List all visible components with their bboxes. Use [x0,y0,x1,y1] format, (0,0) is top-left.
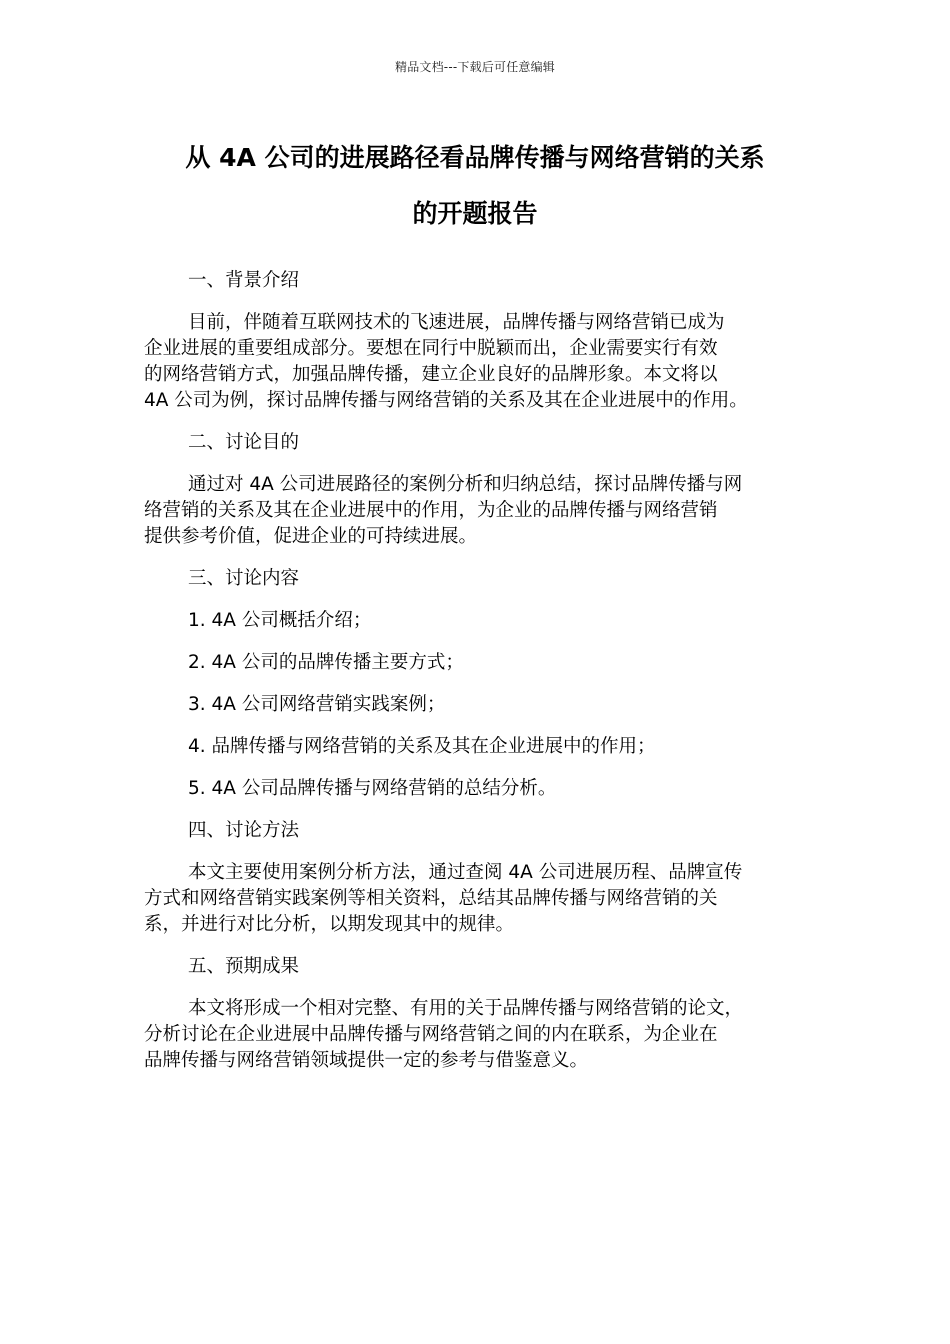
paragraph-line: 目前，伴随着互联网技术的飞速进展，品牌传播与网络营销已成为 [188,312,725,333]
paragraph-line: 本文主要使用案例分析方法，通过查阅 4A 公司进展历程、品牌宣传 [188,862,743,883]
paragraph-line: 分析讨论在企业进展中品牌传播与网络营销之间的内在联系，为企业在 [144,1024,718,1045]
paragraph-line: 品牌传播与网络营销领域提供一定的参考与借鉴意义。 [144,1050,589,1071]
paragraph-purpose [144,472,810,550]
section-heading-method: 四、讨论方法 [188,820,300,841]
paragraph-background [144,310,810,414]
section-heading-purpose: 二、讨论目的 [188,432,300,453]
paragraph-line: 本文将形成一个相对完整、有用的关于品牌传播与网络营销的论文， [188,998,744,1019]
paragraph-method [144,860,810,938]
paragraph-line: 系，并进行对比分析，以期发现其中的规律。 [144,914,515,935]
paragraph-line: 络营销的关系及其在企业进展中的作用，为企业的品牌传播与网络营销 [144,500,718,521]
title-line-2: 的开题报告 [412,199,538,228]
paragraph-line: 的网络营销方式，加强品牌传播，建立企业良好的品牌形象。本文将以 [144,364,718,385]
paragraph-line: 提供参考价值，促进企业的可持续进展。 [144,526,478,547]
paragraph-outcome [144,996,810,1074]
paragraph-line: 企业进展的重要组成部分。要想在同行中脱颖而出，企业需要实行有效 [144,338,718,359]
list-item: 2. 4A 公司的品牌传播主要方式； [188,652,464,673]
paragraph-line: 方式和网络营销实践案例等相关资料，总结其品牌传播与网络营销的关 [144,888,718,909]
list-item: 4. 品牌传播与网络营销的关系及其在企业进展中的作用； [188,736,656,757]
section-heading-background: 一、背景介绍 [188,270,300,291]
document-title [100,130,850,242]
section-heading-content: 三、讨论内容 [188,568,300,589]
title-line-1: 从 4A 公司的进展路径看品牌传播与网络营销的关系 [185,143,765,172]
list-item: 5. 4A 公司品牌传播与网络营销的总结分析。 [188,778,557,799]
section-heading-outcome: 五、预期成果 [188,956,300,977]
paragraph-line: 通过对 4A 公司进展路径的案例分析和归纳总结，探讨品牌传播与网 [188,474,743,495]
list-item: 1. 4A 公司概括介绍； [188,610,372,631]
document-body [144,268,810,1090]
header-note: 精品文档---下载后可任意编辑 [395,60,555,74]
list-item: 3. 4A 公司网络营销实践案例； [188,694,446,715]
paragraph-line: 4A 公司为例，探讨品牌传播与网络营销的关系及其在企业进展中的作用。 [144,390,748,411]
